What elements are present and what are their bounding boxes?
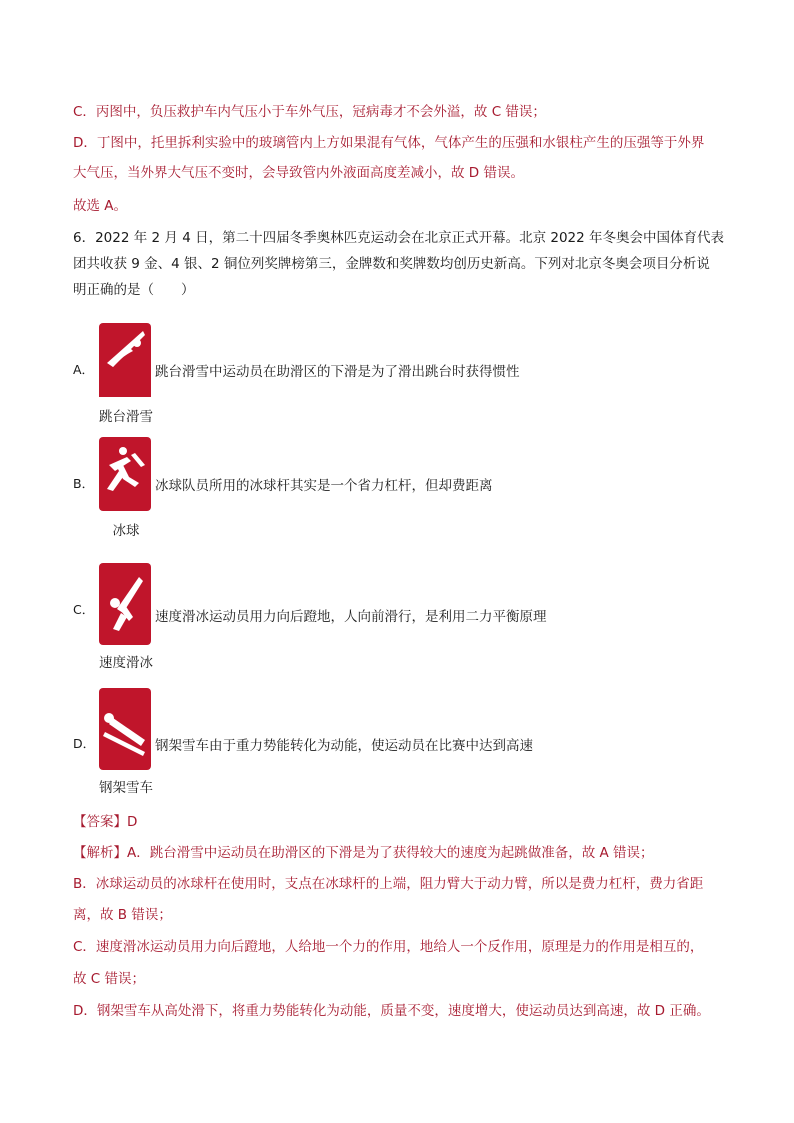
answer-line [73,812,137,832]
option-text: 冰球队员所用的冰球杆其实是一个省力杠杆，但却费距离 [155,478,493,494]
prev-option-c: C．丙图中，负压救护车内气压小于车外气压，冠病毒才不会外溢，故 C 错误； [73,104,546,120]
option-d [73,688,733,798]
analysis-c-line1: C．速度滑冰运动员用力向后蹬地，人给地一个力的作用，地给人一个反作用，原理是力的作用是相互的， [73,939,704,955]
ski-jump-icon [99,323,151,397]
question-line-2: 团共收获 9 金、4 银、2 铜位列奖牌榜第三，金牌数和奖牌数均创历史新高。下列对北京冬奥会项目分析说 [73,256,710,272]
skeleton-icon [99,688,151,770]
option-caption: 冰球 [112,523,140,539]
option-letter: B． [73,476,95,491]
option-letter: D． [73,736,96,751]
analysis-b-line1: B．冰球运动员的冰球杆在使用时，支点在冰球杆的上端，阻力臂大于动力臂，所以是费力杠杆，费力省距 [73,876,704,892]
ice-hockey-icon [99,437,151,511]
analysis-d: D．钢架雪车从高处滑下，将重力势能转化为动能，质量不变，速度增大，使运动员达到高速，故 D 正确。 [73,1003,710,1019]
option-text: 速度滑冰运动员用力向后蹬地，人向前滑行，是利用二力平衡原理 [155,609,547,625]
option-text: 钢架雪车由于重力势能转化为动能，使运动员在比赛中达到高速 [155,738,533,754]
prev-answer-pick: 故选 A。 [73,198,128,214]
answer-tag: 【答案】 [73,814,127,830]
prev-option-d-line1: D．丁图中，托里拆利实验中的玻璃管内上方如果混有气体，气体产生的压强和水银柱产生的压强等于外界 [73,135,705,151]
analysis-c-line2: 故 C 错误； [73,971,146,987]
option-a [73,323,733,433]
question-line-1: 6．2022 年 2 月 4 日，第二十四届冬季奥林匹克运动会在北京正式开幕。北京 2022 年冬奥会中国体育代表 [73,230,725,246]
speed-skating-icon [99,563,151,645]
option-caption: 速度滑冰 [99,655,153,671]
option-letter: C． [73,602,95,617]
option-caption: 钢架雪车 [99,780,153,796]
option-text: 跳台滑雪中运动员在助滑区的下滑是为了滑出跳台时获得惯性 [155,364,520,380]
analysis-b-line2: 离，故 B 错误； [73,907,172,923]
analysis-a-text: A．跳台滑雪中运动员在助滑区的下滑是为了获得较大的速度为起跳做准备，故 A 错误； [127,845,654,861]
question-line-3: 明正确的是（ ） [73,282,195,298]
question-6 [73,225,725,303]
option-b [73,437,733,547]
option-letter: A． [73,362,95,377]
analysis-tag: 【解析】 [73,845,127,861]
prev-option-d-line2: 大气压，当外界大气压不变时，会导致管内外液面高度差减小，故 D 错误。 [73,165,524,181]
analysis-a [73,843,654,863]
option-caption: 跳台滑雪 [99,409,153,425]
answer-value: D [127,814,138,830]
option-c [73,563,733,673]
